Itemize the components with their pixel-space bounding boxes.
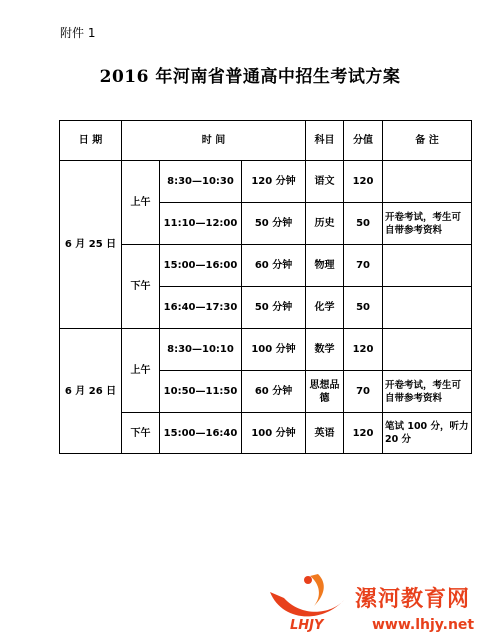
header-time: 时 间 [122,121,306,161]
header-date: 日 期 [60,121,122,161]
note-cell [383,161,472,203]
duration-cell: 60 分钟 [242,245,306,287]
period-cell: 上午 [122,161,160,245]
score-cell: 70 [344,371,383,413]
note-cell [383,287,472,329]
time-cell: 15:00—16:40 [160,413,242,454]
duration-cell: 120 分钟 [242,161,306,203]
subject-cell: 历史 [306,203,344,245]
score-cell: 120 [344,329,383,371]
site-abbr: LHJY [290,618,324,633]
time-cell: 11:10—12:00 [160,203,242,245]
site-name: 漯河教育网 [355,587,471,612]
note-cell: 开卷考试，考生可自带参考资料 [383,371,472,413]
attachment-label: 附件 1 [60,26,96,40]
time-cell: 15:00—16:00 [160,245,242,287]
score-cell: 50 [344,203,383,245]
table-header-row [60,121,472,161]
date-cell: 6 月 26 日 [60,329,122,454]
score-cell: 120 [344,413,383,454]
header-notes: 备 注 [383,121,472,161]
header-score: 分值 [344,121,383,161]
subject-cell: 英语 [306,413,344,454]
note-cell [383,245,472,287]
table-row [60,161,472,203]
site-url: www.lhjy.net [372,617,475,633]
subject-cell: 物理 [306,245,344,287]
time-cell: 10:50—11:50 [160,371,242,413]
logo-swoosh-icon [270,592,344,616]
score-cell: 120 [344,161,383,203]
header-subject: 科目 [306,121,344,161]
subject-cell: 思想品德 [306,371,344,413]
document-title: 2016 年河南省普通高中招生考试方案 [99,67,401,87]
period-cell: 下午 [122,413,160,454]
duration-cell: 100 分钟 [242,329,306,371]
time-cell: 8:30—10:30 [160,161,242,203]
note-cell: 开卷考试，考生可自带参考资料 [383,203,472,245]
table-row [60,245,472,287]
score-cell: 70 [344,245,383,287]
date-cell: 6 月 25 日 [60,161,122,329]
note-cell: 笔试 100 分，听力 20 分 [383,413,472,454]
time-cell: 16:40—17:30 [160,287,242,329]
note-cell [383,329,472,371]
period-cell: 上午 [122,329,160,413]
subject-cell: 数学 [306,329,344,371]
duration-cell: 50 分钟 [242,287,306,329]
table-row [60,413,472,454]
score-cell: 50 [344,287,383,329]
subject-cell: 语文 [306,161,344,203]
duration-cell: 100 分钟 [242,413,306,454]
period-cell: 下午 [122,245,160,329]
table-row [60,329,472,371]
exam-schedule-table [59,120,472,454]
duration-cell: 60 分钟 [242,371,306,413]
duration-cell: 50 分钟 [242,203,306,245]
subject-cell: 化学 [306,287,344,329]
time-cell: 8:30—10:10 [160,329,242,371]
